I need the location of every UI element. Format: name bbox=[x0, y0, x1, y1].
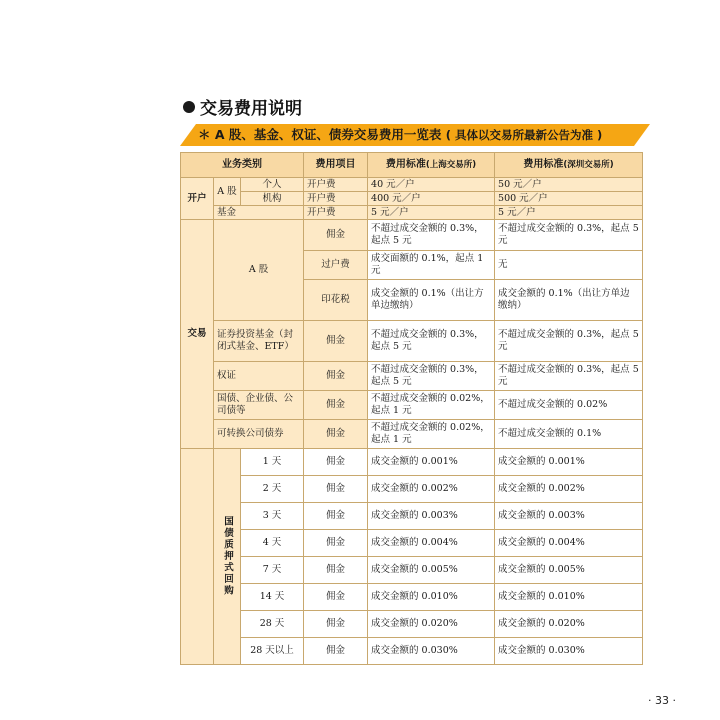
fee-item: 佣金 bbox=[304, 638, 368, 665]
fee-item: 佣金 bbox=[304, 449, 368, 476]
table-row bbox=[181, 503, 643, 530]
group-open: 开户 bbox=[181, 178, 214, 220]
fee-sz: 成交金额的 0.001% bbox=[495, 449, 643, 476]
fee-sz: 成交金额的 0.010% bbox=[495, 584, 643, 611]
table-row bbox=[181, 584, 643, 611]
fee-sh: 成交金额的 0.020% bbox=[368, 611, 495, 638]
fee-sh: 成交面额的 0.1%，起点 1 元 bbox=[368, 251, 495, 280]
repo-label: 国债质押式回购 bbox=[222, 516, 233, 597]
table-row bbox=[181, 449, 643, 476]
fee-sh: 不超过成交金额的 0.02%，起点 1 元 bbox=[368, 420, 495, 449]
fee-sh: 成交金额的 0.1%（出让方单边缴纳） bbox=[368, 280, 495, 321]
fee-sh: 400 元／户 bbox=[368, 192, 495, 206]
table-row bbox=[181, 476, 643, 503]
fee-item: 佣金 bbox=[304, 530, 368, 557]
table-row bbox=[181, 178, 643, 192]
fee-sz: 成交金额的 0.030% bbox=[495, 638, 643, 665]
table-row bbox=[181, 638, 643, 665]
header-sh-label: 费用标准 bbox=[385, 159, 426, 170]
fee-sh: 不超过成交金额的 0.02%，起点 1 元 bbox=[368, 391, 495, 420]
fee-sz: 成交金额的 0.1%（出让方单边缴纳） bbox=[495, 280, 643, 321]
fee-sh: 成交金额的 0.030% bbox=[368, 638, 495, 665]
trade-category: 国债、企业债、公司债等 bbox=[214, 391, 304, 420]
fee-item: 佣金 bbox=[304, 557, 368, 584]
section-title: 交易费用说明 bbox=[200, 99, 302, 119]
table-row bbox=[181, 611, 643, 638]
fee-sh: 成交金额的 0.005% bbox=[368, 557, 495, 584]
fee-sz: 不超过成交金额的 0.3%，起点 5 元 bbox=[495, 321, 643, 362]
fee-item: 佣金 bbox=[304, 611, 368, 638]
fee-item: 过户费 bbox=[304, 251, 368, 280]
repo-term: 7 天 bbox=[241, 557, 304, 584]
fee-sz: 500 元／户 bbox=[495, 192, 643, 206]
fee-sh: 不超过成交金额的 0.3%，起点 5 元 bbox=[368, 321, 495, 362]
fee-item: 开户费 bbox=[304, 178, 368, 192]
fee-item: 佣金 bbox=[304, 584, 368, 611]
trade-category: 证券投资基金（封闭式基金、ETF） bbox=[214, 321, 304, 362]
trade-category: 可转换公司债券 bbox=[214, 420, 304, 449]
fee-sz: 50 元／户 bbox=[495, 178, 643, 192]
page-number: · 33 · bbox=[648, 694, 676, 707]
header-sh bbox=[368, 153, 495, 178]
open-fund: 基金 bbox=[214, 206, 304, 220]
fee-sz: 成交金额的 0.003% bbox=[495, 503, 643, 530]
header-sz-label: 费用标准 bbox=[523, 159, 564, 170]
group-trade: 交易 bbox=[181, 220, 214, 449]
banner-text bbox=[198, 124, 602, 146]
fee-item: 佣金 bbox=[304, 362, 368, 391]
fee-sh: 40 元／户 bbox=[368, 178, 495, 192]
header-sz bbox=[495, 153, 643, 178]
open-sub: 个人 bbox=[241, 178, 304, 192]
trade-ashare: A 股 bbox=[214, 220, 304, 321]
fee-sh: 成交金额的 0.004% bbox=[368, 530, 495, 557]
table-row bbox=[181, 206, 643, 220]
table-row bbox=[181, 557, 643, 584]
fee-sz: 成交金额的 0.004% bbox=[495, 530, 643, 557]
open-sub: 机构 bbox=[241, 192, 304, 206]
repo-label-cell bbox=[214, 449, 241, 665]
table-row bbox=[181, 391, 643, 420]
repo-term: 4 天 bbox=[241, 530, 304, 557]
fee-item: 佣金 bbox=[304, 503, 368, 530]
table-row bbox=[181, 220, 643, 251]
repo-term: 28 天以上 bbox=[241, 638, 304, 665]
fee-sz: 成交金额的 0.020% bbox=[495, 611, 643, 638]
header-sh-note: (上海交易所) bbox=[425, 160, 477, 170]
trade-category: 权证 bbox=[214, 362, 304, 391]
repo-term: 28 天 bbox=[241, 611, 304, 638]
repo-term: 14 天 bbox=[241, 584, 304, 611]
fee-table bbox=[180, 152, 643, 665]
table-row bbox=[181, 321, 643, 362]
fee-sz: 成交金额的 0.002% bbox=[495, 476, 643, 503]
fee-sz: 成交金额的 0.005% bbox=[495, 557, 643, 584]
fee-sh: 成交金额的 0.001% bbox=[368, 449, 495, 476]
fee-sh: 成交金额的 0.003% bbox=[368, 503, 495, 530]
fee-item: 佣金 bbox=[304, 391, 368, 420]
fee-sz: 5 元／户 bbox=[495, 206, 643, 220]
table-row bbox=[181, 192, 643, 206]
repo-term: 3 天 bbox=[241, 503, 304, 530]
header-sz-note: (深圳交易所) bbox=[563, 160, 614, 170]
header-category: 业务类别 bbox=[181, 153, 304, 178]
fee-item: 印花税 bbox=[304, 280, 368, 321]
fee-sh: 成交金额的 0.002% bbox=[368, 476, 495, 503]
table-row bbox=[181, 362, 643, 391]
fee-item: 开户费 bbox=[304, 206, 368, 220]
table-row bbox=[181, 420, 643, 449]
fee-sz: 不超过成交金额的 0.02% bbox=[495, 391, 643, 420]
fee-sh: 不超过成交金额的 0.3%，起点 5 元 bbox=[368, 220, 495, 251]
fee-item: 佣金 bbox=[304, 420, 368, 449]
table-header-row bbox=[181, 153, 643, 178]
fee-sh: 成交金额的 0.010% bbox=[368, 584, 495, 611]
repo-term: 1 天 bbox=[241, 449, 304, 476]
section-heading bbox=[183, 94, 302, 119]
fee-sz: 不超过成交金额的 0.1% bbox=[495, 420, 643, 449]
fee-sh: 5 元／户 bbox=[368, 206, 495, 220]
fee-item: 佣金 bbox=[304, 476, 368, 503]
fee-sz: 无 bbox=[495, 251, 643, 280]
repo-group-blank bbox=[181, 449, 214, 665]
header-item: 费用项目 bbox=[304, 153, 368, 178]
open-ashare: A 股 bbox=[214, 178, 241, 206]
banner-suffix: ( 具体以交易所最新公告为准 ) bbox=[445, 128, 603, 142]
fee-item: 佣金 bbox=[304, 321, 368, 362]
fee-sh: 不超过成交金额的 0.3%，起点 5 元 bbox=[368, 362, 495, 391]
repo-term: 2 天 bbox=[241, 476, 304, 503]
fee-sz: 不超过成交金额的 0.3%，起点 5 元 bbox=[495, 220, 643, 251]
fee-sz: 不超过成交金额的 0.3%，起点 5 元 bbox=[495, 362, 643, 391]
table-row bbox=[181, 530, 643, 557]
bullet-dot-icon bbox=[183, 101, 195, 113]
fee-item: 开户费 bbox=[304, 192, 368, 206]
fee-item: 佣金 bbox=[304, 220, 368, 251]
banner-title: ＊ A 股、基金、权证、债券交易费用一览表 bbox=[198, 127, 442, 142]
